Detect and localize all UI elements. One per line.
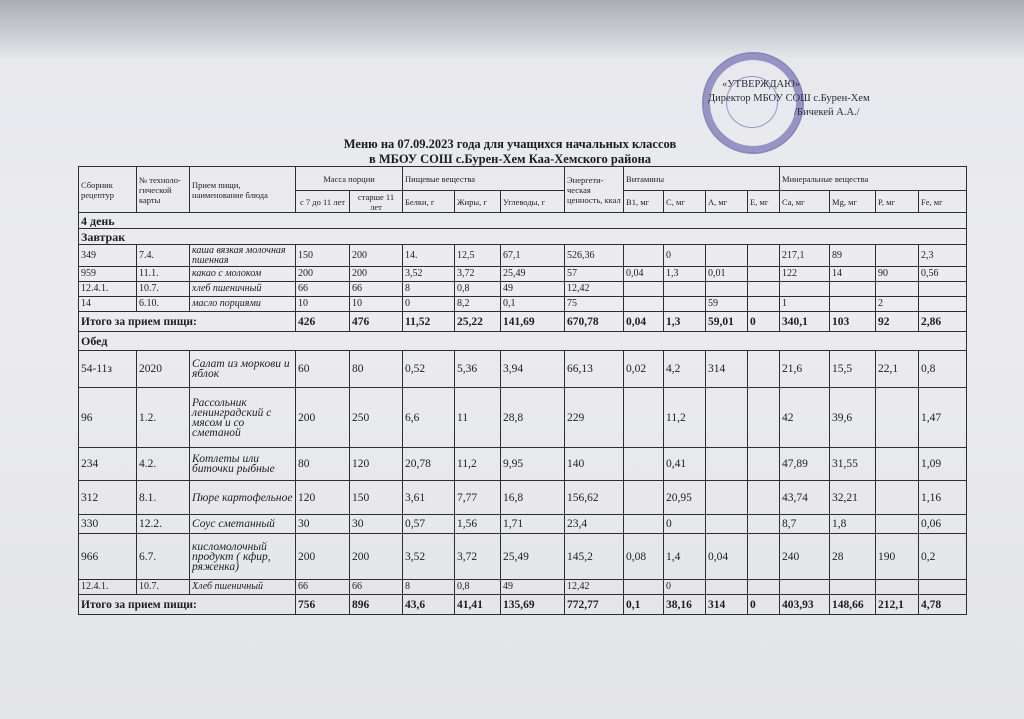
total-cell: 670,78	[565, 312, 624, 332]
menu-cell: 6.10.	[137, 297, 190, 312]
menu-cell: 32,21	[830, 481, 876, 515]
title-line-1: Меню на 07.09.2023 года для учащихся начальных классов	[343, 137, 677, 151]
dish-name: Котлеты или биточки рыбные	[190, 448, 296, 481]
menu-cell: 11.1.	[137, 267, 190, 282]
menu-cell	[748, 515, 780, 534]
menu-cell	[748, 267, 780, 282]
menu-cell: 0,52	[403, 351, 455, 388]
menu-cell	[748, 351, 780, 388]
menu-cell: 200	[350, 267, 403, 282]
menu-cell: 1,16	[919, 481, 967, 515]
menu-cell: 4.2.	[137, 448, 190, 481]
menu-cell: 8.1.	[137, 481, 190, 515]
total-cell: 212,1	[876, 595, 919, 615]
menu-cell: 229	[565, 388, 624, 448]
menu-cell: 200	[350, 245, 403, 267]
menu-cell: 234	[79, 448, 137, 481]
menu-cell	[780, 282, 830, 297]
menu-cell: 3,52	[403, 534, 455, 580]
menu-cell: 9,95	[501, 448, 565, 481]
total-cell: 476	[350, 312, 403, 332]
menu-cell: 10.7.	[137, 580, 190, 595]
menu-cell: 66	[350, 282, 403, 297]
menu-row	[79, 580, 967, 595]
breakfast-total-label: Итого за прием пищи:	[79, 312, 296, 332]
menu-cell: 11,2	[455, 448, 501, 481]
menu-cell: 10.7.	[137, 282, 190, 297]
menu-row	[79, 481, 967, 515]
total-cell: 772,77	[565, 595, 624, 615]
menu-cell	[706, 388, 748, 448]
menu-cell: 0,04	[624, 267, 664, 282]
menu-cell	[876, 448, 919, 481]
menu-cell	[624, 297, 664, 312]
total-cell: 43,6	[403, 595, 455, 615]
menu-cell: 14	[830, 267, 876, 282]
header-mass-11plus: старше 11 лет	[350, 191, 403, 213]
menu-row	[79, 534, 967, 580]
menu-cell: 200	[296, 534, 350, 580]
menu-cell	[624, 245, 664, 267]
menu-cell: 122	[780, 267, 830, 282]
menu-cell: 15,5	[830, 351, 876, 388]
approval-block	[708, 78, 908, 120]
menu-cell: 25,49	[501, 534, 565, 580]
menu-cell: 0,8	[455, 580, 501, 595]
header-energy: Энергети-ческая ценность, ккал	[565, 167, 624, 213]
dish-name: Хлеб пшеничный	[190, 580, 296, 595]
menu-cell: 190	[876, 534, 919, 580]
total-cell: 896	[350, 595, 403, 615]
menu-cell	[876, 515, 919, 534]
menu-cell: 1,4	[664, 534, 706, 580]
total-cell: 2,86	[919, 312, 967, 332]
menu-cell	[748, 534, 780, 580]
menu-cell: 966	[79, 534, 137, 580]
menu-cell: 8,2	[455, 297, 501, 312]
menu-cell: 312	[79, 481, 137, 515]
header-fat: Жиры, г	[455, 191, 501, 213]
menu-cell: 140	[565, 448, 624, 481]
menu-cell: 0,2	[919, 534, 967, 580]
header-e: Е, мг	[748, 191, 780, 213]
menu-cell: 75	[565, 297, 624, 312]
approval-position: Директор МБОУ СОШ с.Бурен-Хем	[708, 93, 870, 104]
menu-cell	[748, 282, 780, 297]
menu-cell: 28	[830, 534, 876, 580]
menu-cell: 12,42	[565, 580, 624, 595]
menu-cell: 1,71	[501, 515, 565, 534]
menu-cell	[748, 245, 780, 267]
total-cell: 340,1	[780, 312, 830, 332]
menu-cell	[748, 580, 780, 595]
menu-cell	[706, 481, 748, 515]
menu-cell: 12,5	[455, 245, 501, 267]
menu-cell: 0,57	[403, 515, 455, 534]
menu-row	[79, 282, 967, 297]
menu-cell: 11,2	[664, 388, 706, 448]
header-row-1	[79, 167, 967, 191]
menu-cell	[748, 297, 780, 312]
menu-cell: 0	[664, 580, 706, 595]
breakfast-label: Завтрак	[79, 229, 967, 245]
total-cell: 25,22	[455, 312, 501, 332]
header-a: А, мг	[706, 191, 748, 213]
total-cell: 92	[876, 312, 919, 332]
menu-cell: 54-11з	[79, 351, 137, 388]
menu-cell: 0,02	[624, 351, 664, 388]
total-cell: 403,93	[780, 595, 830, 615]
menu-cell: 3,61	[403, 481, 455, 515]
breakfast-section-row	[79, 229, 967, 245]
menu-cell: 23,4	[565, 515, 624, 534]
total-cell: 141,69	[501, 312, 565, 332]
dish-name: хлеб пшеничный	[190, 282, 296, 297]
header-protein: Белки, г	[403, 191, 455, 213]
menu-cell: 0,8	[455, 282, 501, 297]
menu-cell	[780, 580, 830, 595]
lunch-label: Обед	[79, 332, 967, 351]
dish-name: Пюре картофельное	[190, 481, 296, 515]
dish-name: какао с молоком	[190, 267, 296, 282]
menu-cell	[919, 297, 967, 312]
total-cell: 0	[748, 312, 780, 332]
menu-cell: 96	[79, 388, 137, 448]
menu-cell: 66	[296, 282, 350, 297]
menu-cell: 3,52	[403, 267, 455, 282]
day-row	[79, 213, 967, 229]
menu-cell: 2,3	[919, 245, 967, 267]
menu-cell: 1,8	[830, 515, 876, 534]
menu-cell: 8	[403, 282, 455, 297]
menu-cell	[876, 481, 919, 515]
header-tech-card: № техноло-гической карты	[137, 167, 190, 213]
header-b1: В1, мг	[624, 191, 664, 213]
lunch-rows	[79, 351, 967, 595]
menu-cell: 1,3	[664, 267, 706, 282]
menu-cell: 150	[350, 481, 403, 515]
menu-cell	[624, 580, 664, 595]
menu-cell: 12.4.1.	[79, 282, 137, 297]
menu-cell	[876, 580, 919, 595]
menu-cell: 120	[296, 481, 350, 515]
menu-cell: 30	[296, 515, 350, 534]
menu-cell: 25,49	[501, 267, 565, 282]
menu-cell: 314	[706, 351, 748, 388]
menu-cell: 12.4.1.	[79, 580, 137, 595]
menu-cell: 12.2.	[137, 515, 190, 534]
total-cell: 38,16	[664, 595, 706, 615]
menu-cell: 59	[706, 297, 748, 312]
menu-cell: 89	[830, 245, 876, 267]
menu-cell: 0,1	[501, 297, 565, 312]
menu-cell: 66	[296, 580, 350, 595]
menu-cell: 0,04	[706, 534, 748, 580]
header-p: P, мг	[876, 191, 919, 213]
breakfast-rows	[79, 245, 967, 312]
menu-cell	[706, 282, 748, 297]
total-cell: 135,69	[501, 595, 565, 615]
total-cell: 41,41	[455, 595, 501, 615]
menu-cell: 6,6	[403, 388, 455, 448]
menu-cell: 349	[79, 245, 137, 267]
menu-cell	[664, 282, 706, 297]
menu-cell: 2020	[137, 351, 190, 388]
menu-cell: 49	[501, 580, 565, 595]
header-c: С, мг	[664, 191, 706, 213]
total-cell: 1,3	[664, 312, 706, 332]
menu-cell: 0,06	[919, 515, 967, 534]
menu-cell: 1,56	[455, 515, 501, 534]
menu-cell: 67,1	[501, 245, 565, 267]
menu-cell: 80	[350, 351, 403, 388]
dish-name: кисломолочный продукт ( кфир, ряженка)	[190, 534, 296, 580]
header-minerals: Минеральные вещества	[780, 167, 967, 191]
menu-cell	[706, 245, 748, 267]
menu-cell: 1	[780, 297, 830, 312]
menu-cell: 0	[664, 515, 706, 534]
menu-cell: 959	[79, 267, 137, 282]
menu-cell: 0	[664, 245, 706, 267]
menu-cell	[664, 297, 706, 312]
menu-cell: 0,01	[706, 267, 748, 282]
breakfast-total-row	[79, 312, 967, 332]
menu-cell	[919, 580, 967, 595]
menu-cell: 30	[350, 515, 403, 534]
menu-cell: 2	[876, 297, 919, 312]
dish-name: Салат из моркови и яблок	[190, 351, 296, 388]
menu-cell	[624, 282, 664, 297]
menu-cell: 3,72	[455, 267, 501, 282]
total-cell: 0	[748, 595, 780, 615]
menu-cell: 22,1	[876, 351, 919, 388]
total-cell: 756	[296, 595, 350, 615]
menu-cell: 10	[350, 297, 403, 312]
total-cell: 148,66	[830, 595, 876, 615]
header-recipe-book: Сборник рецептур	[79, 167, 137, 213]
menu-row	[79, 388, 967, 448]
menu-cell	[876, 245, 919, 267]
menu-cell: 200	[350, 534, 403, 580]
menu-cell	[830, 580, 876, 595]
menu-cell: 14	[79, 297, 137, 312]
menu-cell: 526,36	[565, 245, 624, 267]
total-cell: 11,52	[403, 312, 455, 332]
dish-name: масло порциями	[190, 297, 296, 312]
menu-cell: 150	[296, 245, 350, 267]
menu-cell: 66,13	[565, 351, 624, 388]
menu-cell: 217,1	[780, 245, 830, 267]
menu-cell: 0,8	[919, 351, 967, 388]
menu-row	[79, 515, 967, 534]
menu-cell: 14.	[403, 245, 455, 267]
menu-cell: 156,62	[565, 481, 624, 515]
menu-cell	[624, 481, 664, 515]
menu-cell	[748, 388, 780, 448]
day-label: 4 день	[79, 213, 967, 229]
menu-cell	[624, 388, 664, 448]
menu-cell: 7,77	[455, 481, 501, 515]
header-portion-mass: Масса порции	[296, 167, 403, 191]
approval-signature: /Бичекей А.А./	[794, 107, 860, 118]
header-mass-7-11: с 7 до 11 лет	[296, 191, 350, 213]
menu-cell: 5,36	[455, 351, 501, 388]
menu-cell	[830, 297, 876, 312]
lunch-total-label: Итого за прием пищи:	[79, 595, 296, 615]
menu-cell: 12,42	[565, 282, 624, 297]
menu-cell: 10	[296, 297, 350, 312]
menu-cell	[706, 448, 748, 481]
menu-cell: 1,47	[919, 388, 967, 448]
menu-cell	[706, 515, 748, 534]
menu-cell: 60	[296, 351, 350, 388]
menu-table	[78, 166, 967, 615]
dish-name: каша вязкая молочная пшенная	[190, 245, 296, 267]
menu-cell: 8,7	[780, 515, 830, 534]
dish-name: Рассольник ленинградский с мясом и со сметаной	[190, 388, 296, 448]
total-cell: 59,01	[706, 312, 748, 332]
menu-cell	[748, 481, 780, 515]
menu-cell: 7.4.	[137, 245, 190, 267]
menu-cell	[706, 580, 748, 595]
menu-cell: 20,78	[403, 448, 455, 481]
page-title	[300, 137, 720, 167]
menu-cell: 49	[501, 282, 565, 297]
header-nutrients: Пищевые вещества	[403, 167, 565, 191]
menu-cell: 20,95	[664, 481, 706, 515]
menu-cell: 0,41	[664, 448, 706, 481]
menu-cell: 31,55	[830, 448, 876, 481]
menu-cell: 47,89	[780, 448, 830, 481]
dish-name: Соус сметанный	[190, 515, 296, 534]
menu-cell: 6.7.	[137, 534, 190, 580]
menu-cell: 0,08	[624, 534, 664, 580]
title-line-2: в МБОУ СОШ с.Бурен-Хем Каа-Хемского района	[368, 152, 652, 166]
header-dish: Прием пищи, наименование блюда	[190, 167, 296, 213]
total-cell: 426	[296, 312, 350, 332]
menu-cell	[830, 282, 876, 297]
header-carbs: Углеводы, г	[501, 191, 565, 213]
menu-cell: 0,56	[919, 267, 967, 282]
total-cell: 103	[830, 312, 876, 332]
menu-row	[79, 245, 967, 267]
total-cell: 314	[706, 595, 748, 615]
menu-cell: 3,94	[501, 351, 565, 388]
menu-cell: 57	[565, 267, 624, 282]
total-cell: 0,1	[624, 595, 664, 615]
lunch-total-row	[79, 595, 967, 615]
menu-cell: 1.2.	[137, 388, 190, 448]
header-ca: Ca, мг	[780, 191, 830, 213]
header-fe: Fe, мг	[919, 191, 967, 213]
menu-row	[79, 351, 967, 388]
total-cell: 4,78	[919, 595, 967, 615]
menu-cell: 120	[350, 448, 403, 481]
menu-row	[79, 448, 967, 481]
menu-row	[79, 267, 967, 282]
menu-cell: 21,6	[780, 351, 830, 388]
menu-cell: 250	[350, 388, 403, 448]
page-shadow	[0, 0, 1024, 60]
header-vitamins: Витамины	[624, 167, 780, 191]
menu-cell: 28,8	[501, 388, 565, 448]
menu-cell: 42	[780, 388, 830, 448]
menu-cell: 4,2	[664, 351, 706, 388]
menu-cell: 16,8	[501, 481, 565, 515]
menu-cell	[876, 388, 919, 448]
lunch-section-row	[79, 332, 967, 351]
menu-cell: 240	[780, 534, 830, 580]
total-cell: 0,04	[624, 312, 664, 332]
menu-cell	[919, 282, 967, 297]
menu-cell	[624, 448, 664, 481]
menu-cell: 66	[350, 580, 403, 595]
menu-cell	[876, 282, 919, 297]
header-mg: Mg, мг	[830, 191, 876, 213]
menu-cell: 145,2	[565, 534, 624, 580]
menu-row	[79, 297, 967, 312]
menu-cell: 0	[403, 297, 455, 312]
menu-cell	[624, 515, 664, 534]
menu-cell	[748, 448, 780, 481]
menu-cell: 200	[296, 388, 350, 448]
approval-heading: «УТВЕРЖДАЮ»	[722, 79, 801, 90]
menu-cell: 3,72	[455, 534, 501, 580]
menu-cell: 80	[296, 448, 350, 481]
menu-cell: 8	[403, 580, 455, 595]
menu-cell: 39,6	[830, 388, 876, 448]
menu-cell: 43,74	[780, 481, 830, 515]
menu-cell: 200	[296, 267, 350, 282]
menu-cell: 1,09	[919, 448, 967, 481]
menu-cell: 90	[876, 267, 919, 282]
menu-cell: 330	[79, 515, 137, 534]
menu-cell: 11	[455, 388, 501, 448]
